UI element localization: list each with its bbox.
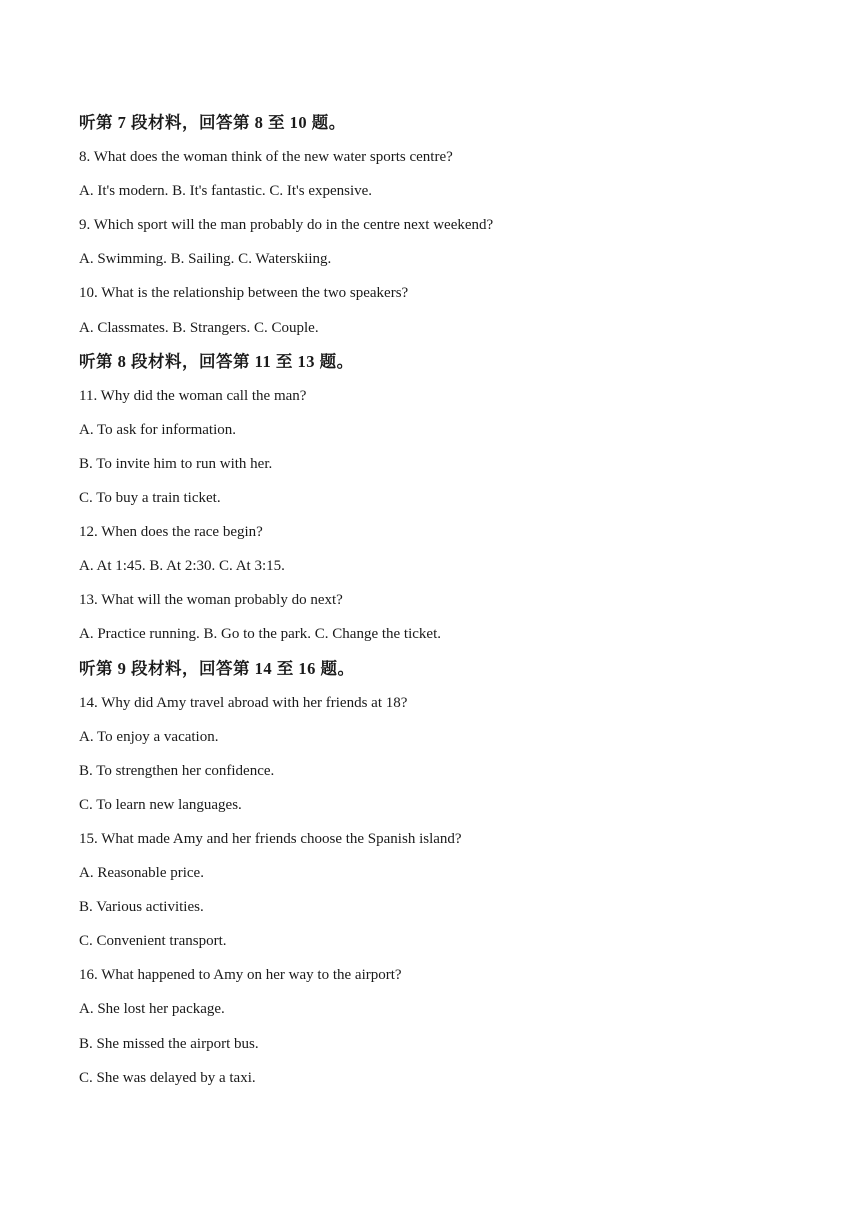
section-heading-9: 听第 9 段材料，回答第 14 至 16 题。 xyxy=(79,658,355,678)
question-11: 11. Why did the woman call the man? xyxy=(79,387,307,404)
question-15-option-c: C. Convenient transport. xyxy=(79,933,227,950)
question-11-option-b: B. To invite him to run with her. xyxy=(79,455,273,472)
question-9-options: A. Swimming. B. Sailing. C. Waterskiing. xyxy=(79,251,332,268)
question-14-option-c: C. To learn new languages. xyxy=(79,796,242,813)
question-13-options: A. Practice running. B. Go to the park. C. Change the ticket. xyxy=(79,626,441,643)
question-11-option-a: A. To ask for information. xyxy=(79,421,236,438)
question-11-option-c: C. To buy a train ticket. xyxy=(79,490,221,507)
question-13: 13. What will the woman probably do next? xyxy=(79,592,343,609)
question-14: 14. Why did Amy travel abroad with her friends at 18? xyxy=(79,694,408,711)
question-10-options: A. Classmates. B. Strangers. C. Couple. xyxy=(79,319,319,336)
question-12: 12. When does the race begin? xyxy=(79,524,263,541)
question-10: 10. What is the relationship between the two speakers? xyxy=(79,285,409,302)
question-8: 8. What does the woman think of the new water sports centre? xyxy=(79,149,453,166)
question-15-option-b: B. Various activities. xyxy=(79,899,204,916)
question-16-option-c: C. She was delayed by a taxi. xyxy=(79,1069,256,1086)
section-heading-7: 听第 7 段材料，回答第 8 至 10 题。 xyxy=(79,113,346,132)
section-heading-8: 听第 8 段材料，回答第 11 至 13 题。 xyxy=(79,351,354,371)
question-16-option-a: A. She lost her package. xyxy=(79,1001,225,1018)
question-14-option-b: B. To strengthen her confidence. xyxy=(79,762,275,779)
question-9: 9. Which sport will the man probably do in the centre next weekend? xyxy=(79,217,494,234)
question-14-option-a: A. To enjoy a vacation. xyxy=(79,728,219,745)
document-page xyxy=(79,110,839,1099)
question-8-options: A. It's modern. B. It's fantastic. C. It's expensive. xyxy=(79,183,373,200)
question-15-option-a: A. Reasonable price. xyxy=(79,865,204,882)
question-15: 15. What made Amy and her friends choose the Spanish island? xyxy=(79,830,462,847)
question-16-option-b: B. She missed the airport bus. xyxy=(79,1035,259,1052)
question-12-options: A. At 1:45. B. At 2:30. C. At 3:15. xyxy=(79,558,285,575)
question-16: 16. What happened to Amy on her way to the airport? xyxy=(79,967,402,984)
